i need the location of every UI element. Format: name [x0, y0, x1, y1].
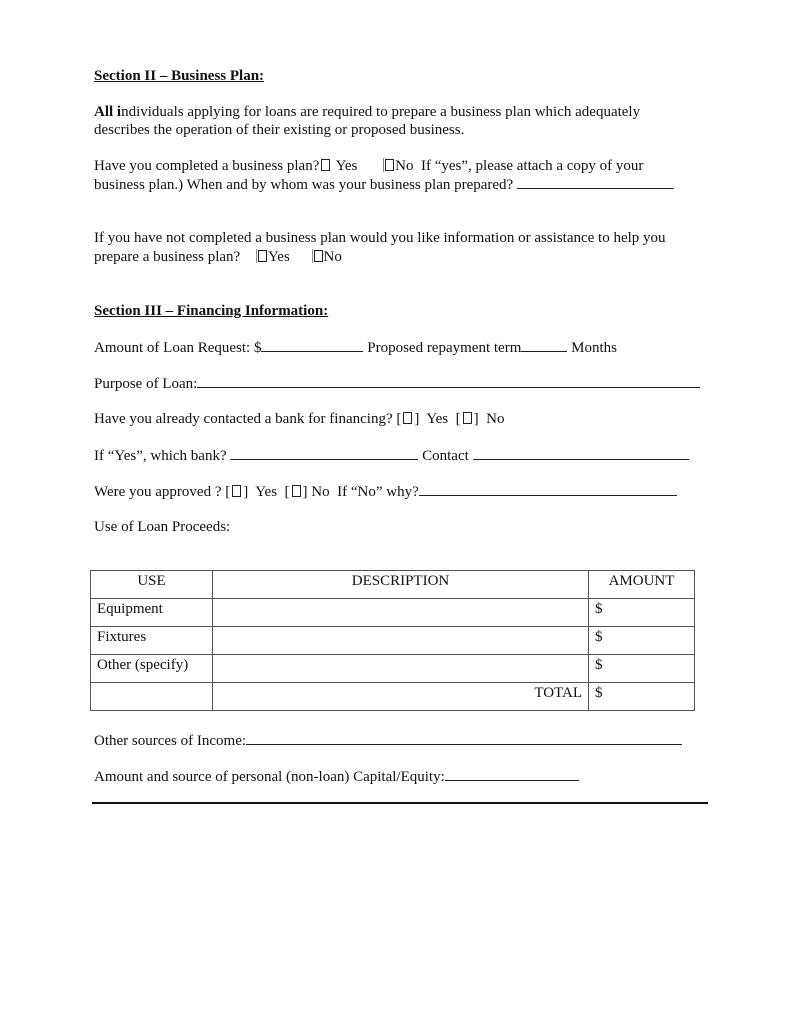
checkbox-icon: [385, 159, 394, 171]
table-row: [91, 655, 695, 683]
intro-text: ndividuals applying for loans are required to prepare a business plan which adequately: [121, 104, 641, 120]
checkbox-bank-contacted-yes[interactable]: [403, 412, 412, 424]
business-plan-question: [94, 157, 643, 175]
which-bank-line: [94, 446, 689, 465]
checkbox-icon: [314, 250, 323, 262]
which-bank-label: If “Yes”, which bank?: [94, 448, 227, 464]
assistance-question-text: prepare a business plan?: [94, 249, 241, 265]
contact-field[interactable]: [473, 446, 689, 460]
assistance-yes-label: Yes: [267, 249, 290, 265]
checkbox-bank-contacted-no[interactable]: [463, 412, 472, 424]
checkbox-assistance-yes[interactable]: [256, 249, 267, 263]
business-plan-no-label: No: [395, 158, 414, 174]
description-cell[interactable]: [213, 599, 589, 627]
approved-label: Were you approved ?: [94, 484, 222, 500]
bank-contacted-label: Have you already contacted a bank for financing?: [94, 411, 393, 427]
section-3-heading: Section III – Financing Information:: [94, 303, 329, 319]
loan-amount-line: [94, 338, 617, 357]
use-cell: [91, 683, 213, 711]
business-plan-intro-line1: [94, 103, 640, 121]
total-amount-cell[interactable]: $: [589, 683, 695, 711]
checkbox-assistance-no[interactable]: [312, 249, 323, 263]
bank-contacted-no-label: No: [486, 411, 505, 427]
amount-cell[interactable]: $: [589, 655, 695, 683]
use-cell: Equipment: [91, 599, 213, 627]
repayment-term-label: Proposed repayment term: [367, 340, 522, 356]
business-plan-yes-label: Yes: [335, 158, 358, 174]
description-cell[interactable]: [213, 627, 589, 655]
months-label: Months: [571, 340, 617, 356]
checkbox-approved-yes[interactable]: [232, 485, 241, 497]
assistance-question-line1: If you have not completed a business plan would you like information or assistance to help you: [94, 230, 666, 246]
assistance-no-label: No: [323, 249, 342, 265]
assistance-question-line2: [94, 248, 342, 266]
proceeds-label: Use of Loan Proceeds:: [94, 519, 231, 535]
business-plan-prepared-label: business plan.) When and by whom was your business plan prepared?: [94, 177, 514, 193]
column-header-amount: AMOUNT: [589, 571, 695, 599]
other-income-line: [94, 731, 682, 750]
capital-line: [94, 767, 579, 786]
other-income-field[interactable]: [246, 731, 682, 745]
section-2-heading: Section II – Business Plan:: [94, 68, 265, 84]
use-cell: Fixtures: [91, 627, 213, 655]
checkbox-approved-no[interactable]: [292, 485, 301, 497]
other-income-label: Other sources of Income:: [94, 733, 247, 749]
approved-yes-label: Yes: [255, 484, 278, 500]
table-row: [91, 599, 695, 627]
total-label: TOTAL: [213, 683, 589, 711]
amount-cell[interactable]: $: [589, 627, 695, 655]
loan-proceeds-table: [90, 570, 695, 711]
checkbox-business-plan-yes[interactable]: [321, 159, 330, 171]
table-header-row: [91, 571, 695, 599]
horizontal-rule: [92, 802, 708, 804]
use-cell: Other (specify): [91, 655, 213, 683]
table-total-row: [91, 683, 695, 711]
capital-label: Amount and source of personal (non-loan) Capital/Equity:: [94, 769, 445, 785]
repayment-term-field[interactable]: [521, 338, 567, 352]
contact-label: Contact: [422, 448, 469, 464]
loan-amount-label: Amount of Loan Request: $: [94, 340, 262, 356]
column-header-use: USE: [91, 571, 213, 599]
bank-contacted-line: Have you already contacted a bank for financing? [ ] Yes [ ] No: [94, 411, 505, 427]
column-header-description: DESCRIPTION: [213, 571, 589, 599]
loan-amount-field[interactable]: [261, 338, 363, 352]
approved-no-label: No: [311, 484, 330, 500]
purpose-line: [94, 374, 700, 393]
why-label: If “No” why?: [337, 484, 419, 500]
why-field[interactable]: [419, 482, 677, 496]
purpose-label: Purpose of Loan:: [94, 376, 198, 392]
purpose-field[interactable]: [197, 374, 700, 388]
capital-field[interactable]: [445, 767, 579, 781]
business-plan-attach-note: If “yes”, please attach a copy of your: [420, 158, 644, 174]
table-row: [91, 627, 695, 655]
checkbox-business-plan-no[interactable]: [383, 158, 394, 172]
description-cell[interactable]: [213, 655, 589, 683]
business-plan-prepared-line: [94, 175, 674, 194]
business-plan-intro-line2: describes the operation of their existing or proposed business.: [94, 122, 465, 138]
intro-bold: All i: [94, 104, 122, 120]
bank-contacted-yes-label: Yes: [426, 411, 449, 427]
which-bank-field[interactable]: [230, 446, 418, 460]
approved-line: Were you approved ? [ ] Yes [ ] No If “No” why?: [94, 482, 677, 501]
checkbox-icon: [258, 250, 267, 262]
business-plan-question-text: Have you completed a business plan?: [94, 158, 320, 174]
business-plan-prepared-field[interactable]: [517, 175, 674, 189]
amount-cell[interactable]: $: [589, 599, 695, 627]
